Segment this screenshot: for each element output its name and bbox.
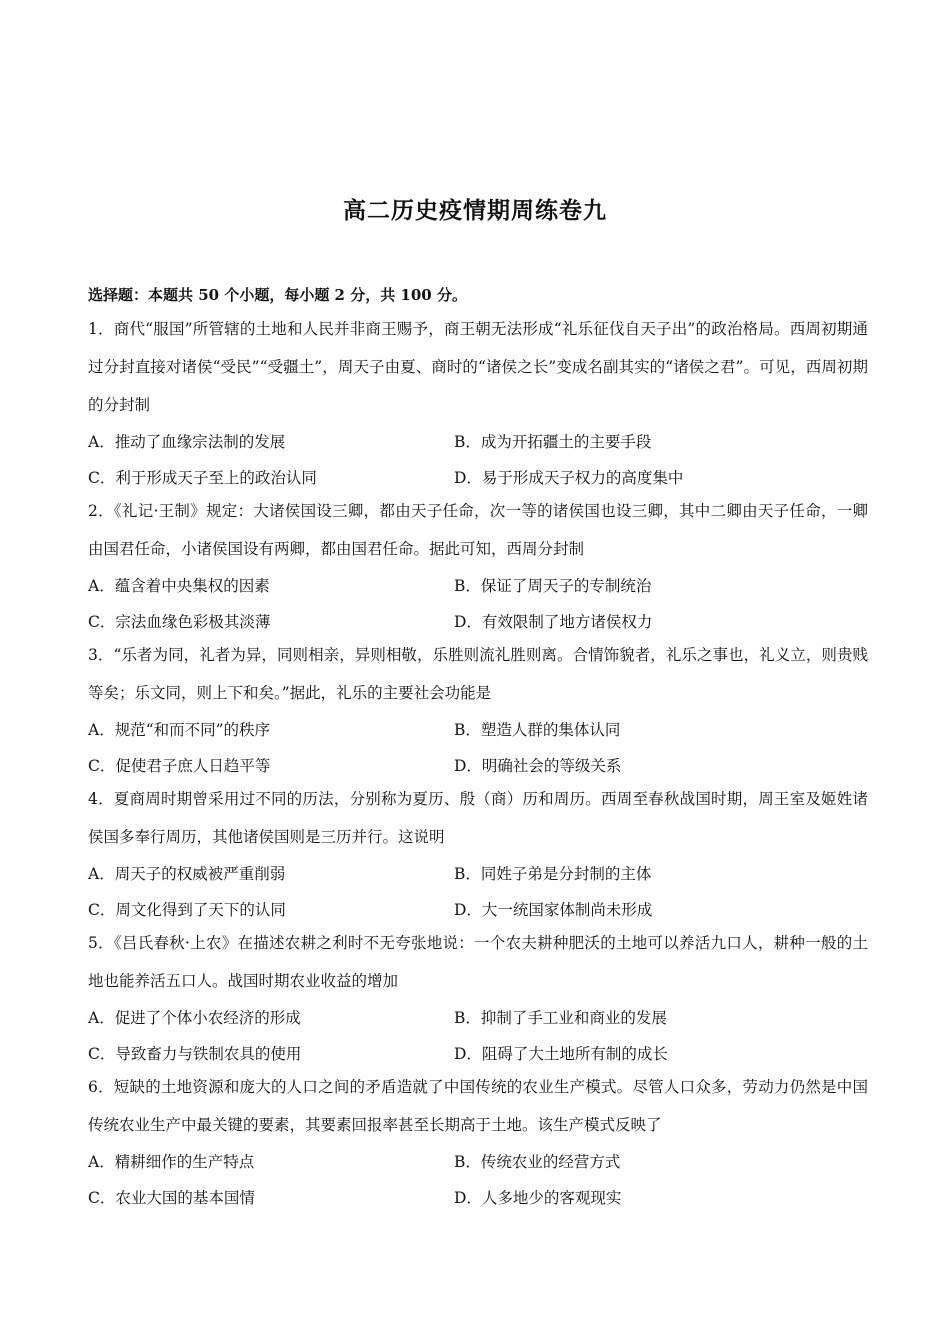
option-b: B．塑造人群的集体认同 xyxy=(454,721,621,739)
question-3 xyxy=(88,636,868,784)
option-group xyxy=(88,1144,868,1216)
question-stem: 3．“乐者为同，礼者为异，同则相亲，异则相敬，乐胜则流礼胜则离。合情饰貌者，礼乐之事也，礼义立，则贵贱等矣；乐文同，则上下和矣。”据此，礼乐的主要社会功能是 xyxy=(88,646,868,702)
option-d: D．易于形成天子权力的高度集中 xyxy=(454,469,684,487)
option-d: D．阻碍了大土地所有制的成长 xyxy=(454,1045,668,1063)
option-a: A．促进了个体小农经济的形成 xyxy=(88,1009,301,1027)
option-d: D．人多地少的客观现实 xyxy=(454,1189,622,1207)
option-c: C．宗法血缘色彩极其淡薄 xyxy=(88,613,271,631)
option-group xyxy=(88,568,868,640)
option-b: B．传统农业的经营方式 xyxy=(454,1153,621,1171)
question-5 xyxy=(88,924,868,1072)
option-b: B．同姓子弟是分封制的主体 xyxy=(454,865,652,883)
question-stem: 2．《礼记·王制》规定：大诸侯国设三卿，都由天子任命，次一等的诸侯国也设三卿，其中二卿由天子任命，一卿由国君任命，小诸侯国设有两卿，都由国君任命。据此可知，西周分封制 xyxy=(88,502,868,558)
question-1 xyxy=(88,310,868,496)
option-c: C．利于形成天子至上的政治认同 xyxy=(88,469,317,487)
option-c: C．促使君子庶人日趋平等 xyxy=(88,757,271,775)
option-group xyxy=(88,1000,868,1072)
option-b: B．保证了周天子的专制统治 xyxy=(454,577,652,595)
option-d: D．明确社会的等级关系 xyxy=(454,757,622,775)
section-instructions: 选择题：本题共 50 个小题，每小题 2 分，共 100 分。 xyxy=(88,286,467,304)
option-b: B．成为开拓疆土的主要手段 xyxy=(454,433,652,451)
page-title: 高二历史疫情期周练卷九 xyxy=(343,197,607,224)
option-group xyxy=(88,424,868,496)
question-6 xyxy=(88,1068,868,1216)
option-c: C．导致畜力与铁制农具的使用 xyxy=(88,1045,302,1063)
question-4 xyxy=(88,780,868,928)
option-c: C．周文化得到了天下的认同 xyxy=(88,901,286,919)
option-a: A．精耕细作的生产特点 xyxy=(88,1153,255,1171)
question-stem: 4．夏商周时期曾采用过不同的历法，分别称为夏历、殷（商）历和周历。西周至春秋战国时期，周王室及姬姓诸侯国多奉行周历，其他诸侯国则是三历并行。这说明 xyxy=(88,790,868,846)
option-c: C．农业大国的基本国情 xyxy=(88,1189,255,1207)
option-a: A．蕴含着中央集权的因素 xyxy=(88,577,270,595)
option-d: D．有效限制了地方诸侯权力 xyxy=(454,613,653,631)
option-a: A．周天子的权威被严重削弱 xyxy=(88,865,286,883)
option-group xyxy=(88,856,868,928)
question-stem: 1．商代“服国”所管辖的土地和人民并非商王赐予，商王朝无法形成“礼乐征伐自天子出”的政治格局。西周初期通过分封直接对诸侯“受民”“受疆土”，周天子由夏、商时的“诸侯之长”变成名副其实的“诸侯之君”。可见，西周初期的分封制 xyxy=(88,320,868,414)
option-a: A．规范“和而不同”的秩序 xyxy=(88,721,271,739)
question-stem: 5．《吕氏春秋·上农》在描述农耕之利时不无夸张地说：一个农夫耕种肥沃的土地可以养活九口人，耕种一般的土地也能养活五口人。战国时期农业收益的增加 xyxy=(88,934,868,990)
question-stem: 6．短缺的土地资源和庞大的人口之间的矛盾造就了中国传统的农业生产模式。尽管人口众多，劳动力仍然是中国传统农业生产中最关键的要素，其要素回报率甚至长期高于土地。该生产模式反映了 xyxy=(88,1078,868,1134)
option-group xyxy=(88,712,868,784)
option-d: D．大一统国家体制尚未形成 xyxy=(454,901,653,919)
question-2 xyxy=(88,492,868,640)
option-a: A．推动了血缘宗法制的发展 xyxy=(88,433,286,451)
option-b: B．抑制了手工业和商业的发展 xyxy=(454,1009,667,1027)
